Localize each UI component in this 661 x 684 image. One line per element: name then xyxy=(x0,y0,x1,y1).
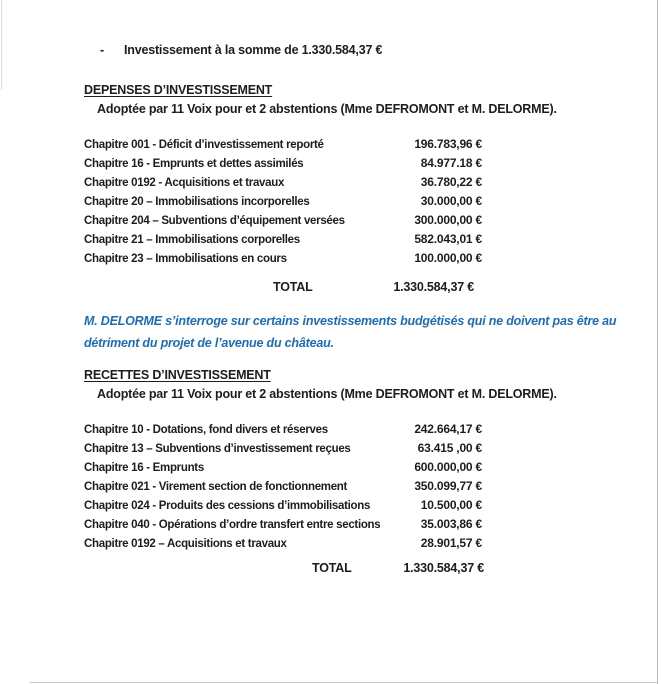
chapter-amount: 30.000,00 € xyxy=(420,194,482,208)
chapter-label: Chapitre 23 – Immobilisations en cours xyxy=(84,253,287,265)
chapter-label: Chapitre 0192 – Acquisitions et travaux xyxy=(84,538,287,550)
total-label: TOTAL xyxy=(273,280,313,294)
table-row xyxy=(84,230,482,249)
section-recettes xyxy=(84,366,649,578)
chapter-label: Chapitre 021 - Virement section de fonctionnement xyxy=(84,481,348,493)
table-row xyxy=(84,249,482,268)
depenses-chapter-table xyxy=(84,135,482,268)
chapter-amount: 63.415 ,00 € xyxy=(417,441,482,455)
remark-line-1: M. DELORME s’interroge sur certains investissements budgétisés qui ne doivent pas être au xyxy=(84,314,617,328)
table-row xyxy=(84,173,482,192)
chapter-label: Chapitre 001 - Déficit d’investissement reporté xyxy=(84,139,324,151)
chapter-label: Chapitre 20 – Immobilisations incorporelles xyxy=(84,196,310,208)
section-depenses-heading: DEPENSES D’INVESTISSEMENT xyxy=(84,83,273,97)
chapter-label: Chapitre 16 - Emprunts xyxy=(84,462,204,474)
remark-line-2: détriment du projet de l’avenue du château. xyxy=(84,336,334,350)
chapter-label: Chapitre 024 - Produits des cessions d’immobilisations xyxy=(84,500,371,512)
chapter-amount: 300.000,00 € xyxy=(414,213,482,227)
section-recettes-adoption-line: Adoptée par 11 Voix pour et 2 abstentions (Mme DEFROMONT et M. DELORME). xyxy=(97,387,557,401)
chapter-amount: 35.003,86 € xyxy=(420,517,482,531)
recettes-chapter-table xyxy=(84,420,482,553)
chapter-label: Chapitre 10 - Dotations, fond divers et réserves xyxy=(84,424,328,436)
total-amount: 1.330.584,37 € xyxy=(403,561,484,575)
remark-paragraph xyxy=(84,310,649,354)
chapter-label: Chapitre 040 - Opérations d’ordre transfert entre sections xyxy=(84,519,381,531)
chapter-label: Chapitre 204 – Subventions d’équipement versées xyxy=(84,215,345,227)
table-row xyxy=(84,496,482,515)
table-row xyxy=(84,211,482,230)
bullet-text: Investissement à la somme de 1.330.584,37 € xyxy=(124,43,383,57)
scan-edge-bottom xyxy=(30,682,658,684)
chapter-amount: 36.780,22 € xyxy=(420,175,482,189)
table-row xyxy=(84,477,482,496)
chapter-label: Chapitre 0192 - Acquisitions et travaux xyxy=(84,177,285,189)
chapter-amount: 10.500,00 € xyxy=(420,498,482,512)
document-content xyxy=(84,42,649,578)
bullet-line xyxy=(84,42,649,59)
chapter-amount: 600.000,00 € xyxy=(414,460,482,474)
chapter-label: Chapitre 21 – Immobilisations corporelles xyxy=(84,234,300,246)
table-row xyxy=(84,458,482,477)
section-recettes-heading: RECETTES D’INVESTISSEMENT xyxy=(84,368,271,382)
table-row xyxy=(84,135,482,154)
section-depenses-adoption-line: Adoptée par 11 Voix pour et 2 abstentions (Mme DEFROMONT et M. DELORME). xyxy=(97,102,557,116)
chapter-amount: 582.043,01 € xyxy=(414,232,482,246)
table-row xyxy=(84,515,482,534)
table-row xyxy=(84,192,482,211)
chapter-amount: 242.664,17 € xyxy=(414,422,482,436)
total-amount: 1.330.584,37 € xyxy=(393,280,474,294)
table-row xyxy=(84,534,482,553)
chapter-label: Chapitre 16 - Emprunts et dettes assimilés xyxy=(84,158,304,170)
section-depenses xyxy=(84,81,649,297)
chapter-label: Chapitre 13 – Subventions d’investissement reçues xyxy=(84,443,351,455)
chapter-amount: 350.099,77 € xyxy=(414,479,482,493)
total-label: TOTAL xyxy=(312,561,352,575)
chapter-amount: 100.000,00 € xyxy=(414,251,482,265)
recettes-total-row xyxy=(84,559,484,578)
depenses-total-row xyxy=(84,278,474,297)
scan-edge-left-top xyxy=(1,0,2,90)
table-row xyxy=(84,420,482,439)
table-row xyxy=(84,154,482,173)
bullet-dash: - xyxy=(100,43,104,57)
table-row xyxy=(84,439,482,458)
chapter-amount: 84.977.18 € xyxy=(420,156,482,170)
chapter-amount: 28.901,57 € xyxy=(420,536,482,550)
chapter-amount: 196.783,96 € xyxy=(414,137,482,151)
scan-edge-right xyxy=(657,0,659,684)
